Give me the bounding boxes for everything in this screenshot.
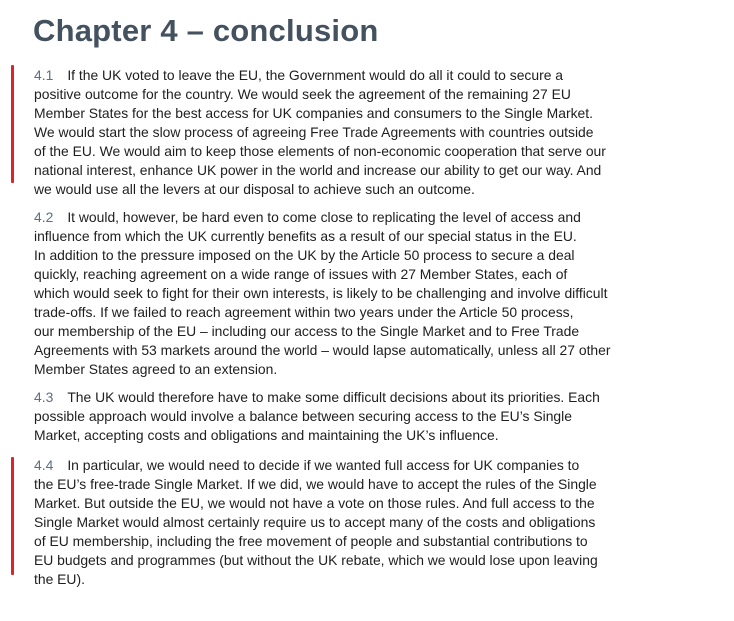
paragraph-line: Single Market would almost certainly require us to accept many of the costs and obligations [34,514,596,530]
paragraph-line: trade-offs. If we failed to reach agreement within two years under the Article 50 process, [34,304,574,320]
paragraph-line: possible approach would involve a balance between securing access to the EU’s Single [34,408,572,424]
chapter-title: Chapter 4 – conclusion [33,13,379,48]
paragraph-number: 4.3 [34,389,54,405]
paragraph-line: In addition to the pressure imposed on the UK by the Article 50 process to secure a deal [34,247,575,263]
paragraph-line: Market. But outside the EU, we would not have a vote on those rules. And full access to the [34,495,595,511]
paragraph-line: quickly, reaching agreement on a wide range of issues with 27 Member States, each of [34,266,568,282]
paragraph-number: 4.1 [34,67,54,83]
paragraph-line: 4.2 It would, however, be hard even to come close to replicating the level of access and [34,209,581,225]
paragraph-line: the EU’s free-trade Single Market. If we did, we would have to accept the rules of the Single [34,476,597,492]
paragraph-line: 4.1 If the UK voted to leave the EU, the Government would do all it could to secure a [34,67,564,83]
paragraph-line: positive outcome for the country. We would seek the agreement of the remaining 27 EU [34,86,571,102]
paragraph-line: Member States for the best access for UK companies and consumers to the Single Market. [34,105,593,121]
paragraph-line: of EU membership, including the free movement of people and substantial contributions to [34,533,588,549]
paragraph-4-3 [34,388,694,445]
paragraph-number: 4.2 [34,209,54,225]
paragraph-line: we would use all the levers at our disposal to achieve such an outcome. [34,181,475,197]
paragraph-line: EU budgets and programmes (but without the UK rebate, which we would lose upon leaving [34,552,598,568]
paragraph-line: 4.4 In particular, we would need to decide if we wanted full access for UK companies to [34,457,580,473]
paragraph-line: Agreements with 53 markets around the world – would lapse automatically, unless all 27 other [34,342,611,358]
paragraph-4-4 [34,456,694,589]
paragraph-line: Market, accepting costs and obligations and maintaining the UK’s influence. [34,427,499,443]
paragraph-line: Member States agreed to an extension. [34,361,278,377]
paragraph-line: We would start the slow process of agreeing Free Trade Agreements with countries outside [34,124,594,140]
paragraph-line: the EU). [34,571,85,587]
paragraph-line: of the EU. We would aim to keep those elements of non-economic cooperation that serve our [34,143,606,159]
margin-highlight-mark [11,457,14,575]
paragraph-line: which would seek to fight for their own interests, is likely to be challenging and involve difficult [34,285,608,301]
paragraph-4-1 [34,66,694,199]
paragraph-line: 4.3 The UK would therefore have to make some difficult decisions about its priorities. Each [34,389,600,405]
paragraph-line: influence from which the UK currently benefits as a result of our special status in the EU. [34,228,577,244]
paragraph-line: our membership of the EU – including our access to the Single Market and to Free Trade [34,323,580,339]
paragraph-number: 4.4 [34,457,54,473]
paragraph-4-2 [34,208,694,379]
paragraph-line: national interest, enhance UK power in the world and increase our ability to get our way. And [34,162,602,178]
margin-highlight-mark [11,65,14,183]
